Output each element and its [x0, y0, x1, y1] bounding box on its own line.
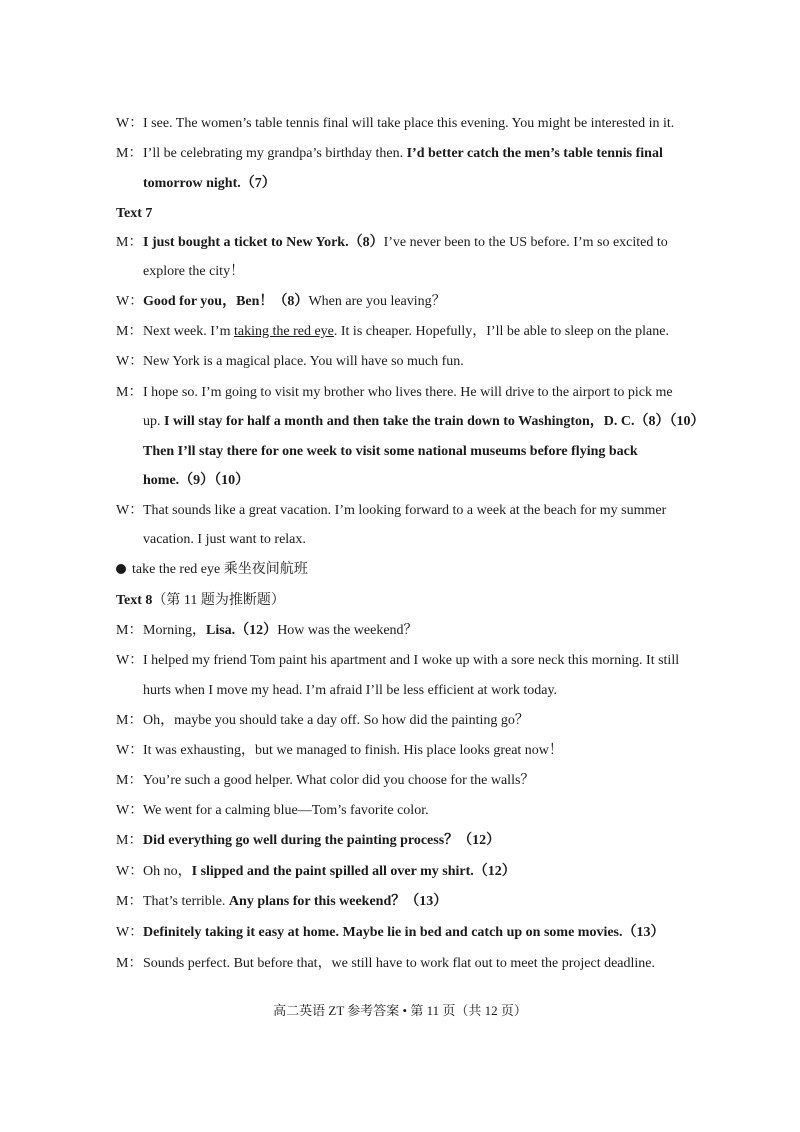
dialogue-line: W：Definitely taking it easy at home. Maybe lie in bed and catch up on some movies.（13）: [116, 925, 665, 940]
speaker-label: W：: [116, 354, 144, 369]
dialogue-continuation: hurts when I move my head. I’m afraid I’ll be less efficient at work today.: [143, 683, 558, 698]
dialogue-line: M：I just bought a ticket to New York.（8）I’ve never been to the US before. I’m so excited to: [116, 235, 668, 250]
speaker-label: W：: [116, 803, 144, 818]
dialogue-line: W：New York is a magical place. You will have so much fun.: [116, 354, 464, 369]
dialogue-line: W：We went for a calming blue—Tom’s favorite color.: [116, 803, 429, 818]
speaker-label: W：: [116, 116, 144, 131]
dialogue-continuation: tomorrow night.（7）: [143, 176, 276, 191]
dialogue-continuation: vacation. I just want to relax.: [143, 532, 306, 547]
speaker-label: M：: [116, 833, 143, 848]
dialogue-line: W：Good for you，Ben！（8）When are you leaving？: [116, 294, 446, 309]
section-heading-text-8: Text 8（第 11 题为推断题）: [116, 593, 285, 608]
page-footer: 高二英语 ZT 参考答案 • 第 11 页（共 12 页）: [273, 1003, 527, 1018]
dialogue-line: M：You’re such a good helper. What color did you choose for the walls？: [116, 773, 535, 788]
vocabulary-note: take the red eye 乘坐夜间航班: [116, 561, 308, 579]
dialogue-line: M：I hope so. I’m going to visit my brother who lives there. He will drive to the airport to pick me: [116, 385, 673, 400]
speaker-label: M：: [116, 956, 143, 971]
dialogue-line: M：Next week. I’m taking the red eye. It is cheaper. Hopefully，I’ll be able to sleep on the plane.: [116, 324, 669, 339]
dialogue-line: W：That sounds like a great vacation. I’m looking forward to a week at the beach for my summer: [116, 503, 667, 518]
speaker-label: M：: [116, 894, 143, 909]
speaker-label: W：: [116, 653, 144, 668]
dialogue-line: W：It was exhausting，but we managed to finish. His place looks great now！: [116, 743, 563, 758]
speaker-label: W：: [116, 503, 144, 518]
dialogue-line: W：I see. The women’s table tennis final will take place this evening. You might be interested in it.: [116, 116, 675, 131]
speaker-label: M：: [116, 235, 143, 250]
dialogue-line: M：Morning，Lisa.（12）How was the weekend？: [116, 623, 418, 638]
dialogue-line: M：Did everything go well during the painting process？（12）: [116, 833, 501, 848]
dialogue-line: M：That’s terrible. Any plans for this weekend？（13）: [116, 894, 448, 909]
dialogue-line: W：Oh no，I slipped and the paint spilled all over my shirt.（12）: [116, 864, 516, 879]
speaker-label: W：: [116, 925, 144, 940]
dialogue-continuation: up. I will stay for half a month and then take the train down to Washington，D. C.（8）（10）: [143, 414, 705, 429]
underlined-phrase: taking the red eye: [233, 324, 334, 339]
speaker-label: M：: [116, 773, 143, 788]
dialogue-line: W：I helped my friend Tom paint his apartment and I woke up with a sore neck this morning. It still: [116, 653, 680, 668]
speaker-label: M：: [116, 146, 143, 161]
dialogue-continuation: home.（9）（10）: [143, 473, 250, 488]
speaker-label: M：: [116, 324, 143, 339]
bullet-icon: [116, 564, 126, 574]
section-heading-text-7: Text 7: [116, 206, 153, 221]
speaker-label: M：: [116, 713, 143, 728]
dialogue-line: M：I’ll be celebrating my grandpa’s birthday then. I’d better catch the men’s table tennis final: [116, 146, 663, 161]
speaker-label: W：: [116, 294, 144, 309]
speaker-label: M：: [116, 623, 143, 638]
dialogue-continuation: explore the city！: [143, 264, 245, 279]
speaker-label: W：: [116, 743, 144, 758]
speaker-label: M：: [116, 385, 143, 400]
dialogue-continuation: Then I’ll stay there for one week to visit some national museums before flying back: [143, 444, 638, 459]
dialogue-line: M：Sounds perfect. But before that，we still have to work flat out to meet the project deadline.: [116, 956, 656, 971]
speaker-label: W：: [116, 864, 144, 879]
dialogue-line: M：Oh，maybe you should take a day off. So how did the painting go？: [116, 713, 529, 728]
